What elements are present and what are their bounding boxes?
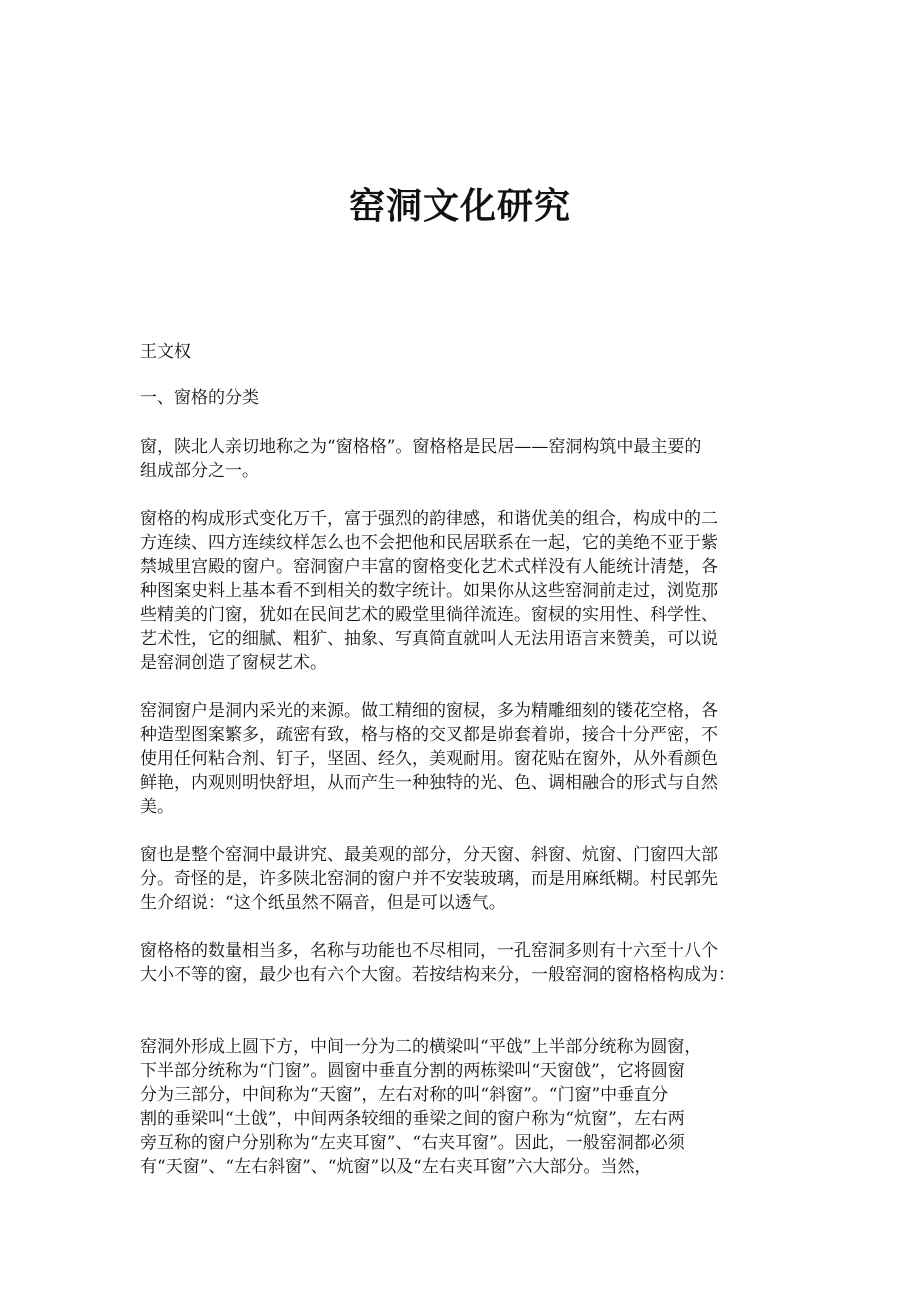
paragraph-line: 下半部分统称为“门窗”。圆窗中垂直分割的两栋梁叫“天窗戗”，它将圆窗 [140,1061,685,1081]
paragraph-line: 割的垂梁叫“土戗”，中间两条较细的垂梁之间的窗户称为“炕窗”，左右两 [140,1109,685,1129]
document-body [140,340,772,1203]
section-heading: 一、窗格的分类 [140,388,259,408]
paragraph-line: 分为三部分，中间称为“天窗”，左右对称的叫“斜窗”。“门窗”中垂直分 [140,1085,669,1105]
paragraph-2 [140,507,772,675]
paragraph-line: 窗格的构成形式变化万千，富于强烈的韵律感，和谐优美的组合，构成中的二 [140,509,718,529]
paragraph-line: 窑洞窗户是洞内采光的来源。做工精细的窗棂，多为精雕细刻的镂花空格，各 [140,701,718,721]
paragraph-line: 窗格格的数量相当多，名称与功能也不尽相同，一孔窑洞多则有十六至十八个 [140,941,718,961]
paragraph-line: 大小不等的窗，最少也有六个大窗。若按结构来分，一般窑洞的窗格格构成为： [140,965,735,985]
paragraph-line: 艺术性，它的细腻、粗犷、抽象、写真简直就叫人无法用语言来赞美，可以说 [140,629,718,649]
paragraph-line: 禁城里宫殿的窗户。窑洞窗户丰富的窗格变化艺术式样没有人能统计清楚，各 [140,557,718,577]
paragraph-line: 种造型图案繁多，疏密有致，格与格的交叉都是峁套着峁，接合十分严密，不 [140,725,718,745]
paragraph-5 [140,939,772,987]
paragraph-line: 方连续、四方连续纹样怎么也不会把他和民居联系在一起，它的美绝不亚于紫 [140,533,718,553]
paragraph-line: 美。 [140,797,174,817]
paragraph-line: 窗也是整个窑洞中最讲究、最美观的部分，分天窗、斜窗、炕窗、门窗四大部 [140,845,718,865]
paragraph-line: 鲜艳，内观则明快舒坦，从而产生一种独特的光、色、调相融合的形式与自然 [140,773,718,793]
paragraph-line: 种图案史料上基本看不到相关的数字统计。如果你从这些窑洞前走过，浏览那 [140,581,718,601]
paragraph-4 [140,843,772,915]
paragraph-line: 分。奇怪的是，许多陕北窑洞的窗户并不安装玻璃，而是用麻纸糊。村民郭先 [140,869,718,889]
paragraph-line: 生介绍说：“这个纸虽然不隔音，但是可以透气。 [140,893,506,913]
paragraph-line: 窗，陕北人亲切地称之为“窗格格”。窗格格是民居——窑洞构筑中最主要的 [140,437,702,457]
paragraph-line: 旁互称的窗户分别称为“左夹耳窗”、“右夹耳窗”。因此，一般窑洞都必须 [140,1133,685,1153]
paragraph-6 [140,1035,772,1179]
paragraph-line: 些精美的门窗，犹如在民间艺术的殿堂里徜徉流连。窗棂的实用性、科学性、 [140,605,718,625]
paragraph-line: 组成部分之一。 [140,461,259,481]
document-title: 窑洞文化研究 [348,185,571,227]
paragraph-line: 窑洞外形成上圆下方，中间一分为二的横梁叫“平戗”上半部分统称为圆窗， [140,1037,702,1057]
paragraph-line: 有“天窗”、“左右斜窗”、“炕窗”以及“左右夹耳窗”六大部分。当然， [140,1157,652,1177]
paragraph-3 [140,699,772,819]
paragraph-1 [140,435,772,483]
paragraph-line: 使用任何粘合剂、钉子，坚固、经久，美观耐用。窗花贴在窗外，从外看颜色 [140,749,718,769]
author-name: 王文权 [140,342,191,362]
paragraph-line: 是窑洞创造了窗棂艺术。 [140,653,327,673]
